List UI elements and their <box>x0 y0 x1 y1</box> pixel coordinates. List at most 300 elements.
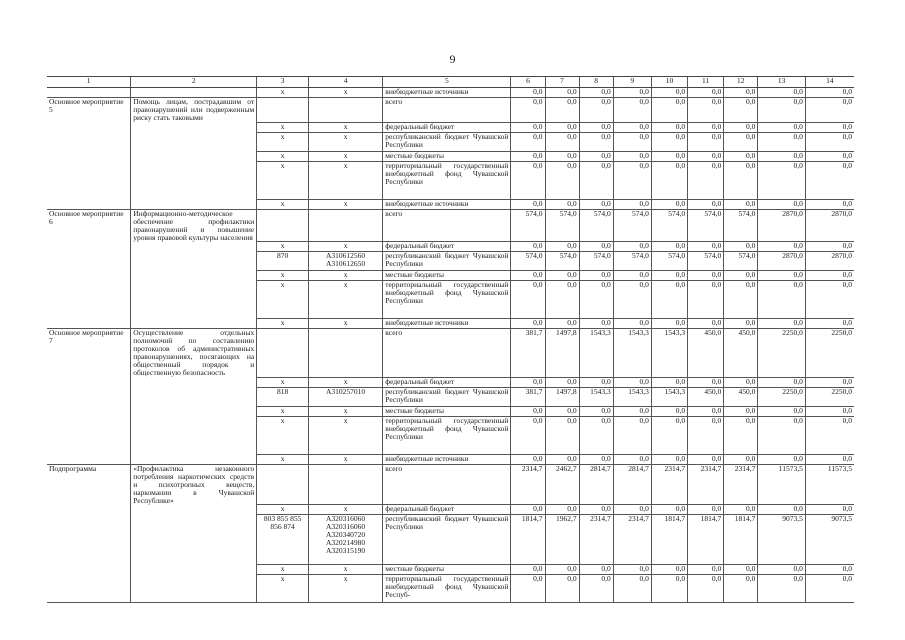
header-cell: 7 <box>545 77 579 88</box>
year-2014-cell: 0,0 <box>511 281 545 319</box>
year-2019-cell: 574,0 <box>688 252 724 271</box>
year-2026-2030-cell: 0,0 <box>805 151 854 161</box>
header-cell: 1 <box>47 77 131 88</box>
event-description-cell: Осуществление отдельных полномочий по составлению протоколов об административных правонарушениях, посягающих на общественный порядок и общественную безопасность <box>131 329 257 378</box>
year-2017-cell: 0,0 <box>613 406 651 416</box>
target-article-cell: А320316060 А320316060 А320340720 А320214980 А320315190 <box>308 515 382 565</box>
grbs-code-cell: x <box>257 122 309 132</box>
target-article-cell: x <box>308 122 382 132</box>
event-description-cell <box>131 387 257 406</box>
year-2016-cell: 1543,3 <box>579 387 613 406</box>
table-row <box>47 565 854 575</box>
event-name-cell <box>47 199 131 209</box>
year-2021-2025-cell: 0,0 <box>758 565 806 575</box>
header-cell: 4 <box>308 77 382 88</box>
event-description-cell <box>131 151 257 161</box>
year-2018-cell: 0,0 <box>651 98 687 123</box>
year-2014-cell: 0,0 <box>511 242 545 252</box>
header-cell: 3 <box>257 77 309 88</box>
target-article-cell: x <box>308 151 382 161</box>
year-2026-2030-cell: 0,0 <box>805 242 854 252</box>
event-description-cell <box>131 122 257 132</box>
event-description-cell <box>131 515 257 565</box>
year-2018-cell: 0,0 <box>651 281 687 319</box>
table-row <box>47 319 854 329</box>
grbs-code-cell: 803 855 855 856 874 <box>257 515 309 565</box>
target-article-cell: x <box>308 505 382 515</box>
event-description-cell <box>131 132 257 151</box>
header-cell: 11 <box>688 77 724 88</box>
event-name-cell <box>47 271 131 281</box>
year-2019-cell: 450,0 <box>688 329 724 378</box>
year-2016-cell: 0,0 <box>579 122 613 132</box>
funding-source-cell: территориальный государственный внебюджетный фонд Чувашской Республики <box>383 416 511 454</box>
year-2016-cell: 2814,7 <box>579 464 613 505</box>
year-2015-cell: 0,0 <box>545 161 579 199</box>
year-2026-2030-cell: 2870,0 <box>805 209 854 242</box>
year-2019-cell: 0,0 <box>688 406 724 416</box>
year-2021-2025-cell: 2870,0 <box>758 209 806 242</box>
year-2014-cell: 2314,7 <box>511 464 545 505</box>
header-cell: 9 <box>613 77 651 88</box>
year-2019-cell: 0,0 <box>688 132 724 151</box>
grbs-code-cell: x <box>257 416 309 454</box>
year-2014-cell: 381,7 <box>511 329 545 378</box>
funding-source-cell: местные бюджеты <box>383 271 511 281</box>
year-2014-cell: 381,7 <box>511 387 545 406</box>
year-2015-cell: 0,0 <box>545 416 579 454</box>
year-2017-cell: 0,0 <box>613 161 651 199</box>
year-2015-cell: 1962,7 <box>545 515 579 565</box>
table-row <box>47 377 854 387</box>
event-name-cell <box>47 281 131 319</box>
year-2017-cell: 1543,3 <box>613 387 651 406</box>
year-2014-cell: 0,0 <box>511 406 545 416</box>
year-2015-cell: 574,0 <box>545 252 579 271</box>
year-2026-2030-cell: 0,0 <box>805 199 854 209</box>
funding-source-cell: всего <box>383 98 511 123</box>
event-description-cell <box>131 454 257 464</box>
funding-source-cell: всего <box>383 329 511 378</box>
year-2019-cell: 0,0 <box>688 505 724 515</box>
year-2016-cell: 0,0 <box>579 505 613 515</box>
grbs-code-cell: x <box>257 454 309 464</box>
year-2018-cell: 574,0 <box>651 209 687 242</box>
year-2020-cell: 0,0 <box>724 565 758 575</box>
table-row <box>47 209 854 242</box>
year-2020-cell: 0,0 <box>724 271 758 281</box>
event-description-cell <box>131 161 257 199</box>
year-2014-cell: 0,0 <box>511 575 545 603</box>
funding-source-cell: республиканский бюджет Чувашской Республики <box>383 387 511 406</box>
grbs-code-cell: x <box>257 242 309 252</box>
year-2018-cell: 0,0 <box>651 132 687 151</box>
grbs-code-cell <box>257 98 309 123</box>
year-2019-cell: 0,0 <box>688 199 724 209</box>
year-2017-cell: 0,0 <box>613 199 651 209</box>
grbs-code-cell: x <box>257 281 309 319</box>
year-2017-cell: 0,0 <box>613 88 651 98</box>
year-2020-cell: 574,0 <box>724 209 758 242</box>
year-2015-cell: 0,0 <box>545 199 579 209</box>
year-2016-cell: 2314,7 <box>579 515 613 565</box>
year-2017-cell: 2314,7 <box>613 515 651 565</box>
year-2016-cell: 0,0 <box>579 88 613 98</box>
year-2020-cell: 0,0 <box>724 122 758 132</box>
year-2020-cell: 0,0 <box>724 151 758 161</box>
year-2026-2030-cell: 0,0 <box>805 377 854 387</box>
year-2026-2030-cell: 2870,0 <box>805 252 854 271</box>
year-2020-cell: 0,0 <box>724 406 758 416</box>
year-2017-cell: 0,0 <box>613 565 651 575</box>
year-2015-cell: 0,0 <box>545 132 579 151</box>
funding-source-cell: местные бюджеты <box>383 406 511 416</box>
year-2014-cell: 0,0 <box>511 377 545 387</box>
year-2020-cell: 0,0 <box>724 505 758 515</box>
grbs-code-cell <box>257 464 309 505</box>
grbs-code-cell: x <box>257 505 309 515</box>
target-article-cell <box>308 98 382 123</box>
event-name-cell <box>47 122 131 132</box>
event-name-cell <box>47 565 131 575</box>
year-2019-cell: 0,0 <box>688 416 724 454</box>
target-article-cell: x <box>308 319 382 329</box>
funding-source-cell: федеральный бюджет <box>383 377 511 387</box>
event-description-cell <box>131 377 257 387</box>
grbs-code-cell <box>257 329 309 378</box>
year-2015-cell: 0,0 <box>545 271 579 281</box>
target-article-cell: x <box>308 416 382 454</box>
funding-source-cell: федеральный бюджет <box>383 505 511 515</box>
year-2016-cell: 0,0 <box>579 132 613 151</box>
year-2015-cell: 1497,8 <box>545 329 579 378</box>
year-2026-2030-cell: 11573,5 <box>805 464 854 505</box>
year-2015-cell: 0,0 <box>545 377 579 387</box>
funding-source-cell: территориальный государственный внебюджетный фонд Чувашской Респуб- <box>383 575 511 603</box>
grbs-code-cell: x <box>257 575 309 603</box>
year-2018-cell: 0,0 <box>651 199 687 209</box>
year-2020-cell: 0,0 <box>724 416 758 454</box>
year-2019-cell: 0,0 <box>688 319 724 329</box>
year-2019-cell: 0,0 <box>688 575 724 603</box>
year-2015-cell: 0,0 <box>545 575 579 603</box>
funding-source-cell: внебюджетные источники <box>383 319 511 329</box>
grbs-code-cell <box>257 209 309 242</box>
grbs-code-cell: x <box>257 132 309 151</box>
event-name-cell <box>47 252 131 271</box>
year-2014-cell: 0,0 <box>511 319 545 329</box>
year-2015-cell: 574,0 <box>545 209 579 242</box>
header-cell: 10 <box>651 77 687 88</box>
year-2019-cell: 450,0 <box>688 387 724 406</box>
year-2020-cell: 450,0 <box>724 329 758 378</box>
year-2021-2025-cell: 2870,0 <box>758 252 806 271</box>
year-2016-cell: 0,0 <box>579 319 613 329</box>
table-row <box>47 132 854 151</box>
year-2020-cell: 0,0 <box>724 88 758 98</box>
event-name-cell: Основное мероприятие 5 <box>49 97 124 114</box>
year-2015-cell: 0,0 <box>545 281 579 319</box>
year-2021-2025-cell: 9073,5 <box>758 515 806 565</box>
funding-source-cell: внебюджетные источники <box>383 88 511 98</box>
grbs-code-cell: x <box>257 161 309 199</box>
grbs-code-cell: x <box>257 406 309 416</box>
table-row <box>47 387 854 406</box>
funding-source-cell: республиканский бюджет Чувашской Республики <box>383 252 511 271</box>
event-name-cell <box>47 454 131 464</box>
event-description-cell <box>131 199 257 209</box>
year-2015-cell: 0,0 <box>545 565 579 575</box>
table-row <box>47 122 854 132</box>
target-article-cell: А310612560 А310612650 <box>308 252 382 271</box>
year-2020-cell: 0,0 <box>724 98 758 123</box>
year-2020-cell: 0,0 <box>724 161 758 199</box>
year-2015-cell: 0,0 <box>545 151 579 161</box>
year-2017-cell: 0,0 <box>613 98 651 123</box>
year-2021-2025-cell: 0,0 <box>758 281 806 319</box>
year-2018-cell: 0,0 <box>651 88 687 98</box>
year-2017-cell: 0,0 <box>613 271 651 281</box>
year-2018-cell: 1543,3 <box>651 387 687 406</box>
year-2015-cell: 0,0 <box>545 454 579 464</box>
table-row <box>47 271 854 281</box>
year-2018-cell: 1814,7 <box>651 515 687 565</box>
event-description-cell: Информационно-методическое обеспечение профилактики правонарушений и повышение уровня правовой культуры населения <box>131 209 257 242</box>
year-2015-cell: 0,0 <box>545 319 579 329</box>
year-2021-2025-cell: 0,0 <box>758 161 806 199</box>
year-2026-2030-cell: 0,0 <box>805 122 854 132</box>
funding-source-cell: территориальный государственный внебюджетный фонд Чувашской Республики <box>383 161 511 199</box>
year-2018-cell: 1543,3 <box>651 329 687 378</box>
event-description-cell <box>131 416 257 454</box>
funding-source-cell: республиканский бюджет Чувашской Республики <box>383 515 511 565</box>
year-2016-cell: 0,0 <box>579 271 613 281</box>
year-2016-cell: 0,0 <box>579 406 613 416</box>
year-2016-cell: 0,0 <box>579 151 613 161</box>
year-2026-2030-cell: 0,0 <box>805 271 854 281</box>
year-2018-cell: 0,0 <box>651 454 687 464</box>
year-2021-2025-cell: 11573,5 <box>758 464 806 505</box>
year-2021-2025-cell: 0,0 <box>758 454 806 464</box>
year-2021-2025-cell: 0,0 <box>758 88 806 98</box>
funding-source-cell: республиканский бюджет Чувашской Республики <box>383 132 511 151</box>
year-2017-cell: 0,0 <box>613 122 651 132</box>
year-2016-cell: 1543,3 <box>579 329 613 378</box>
grbs-code-cell: x <box>257 88 309 98</box>
year-2014-cell: 0,0 <box>511 132 545 151</box>
table-row <box>47 252 854 271</box>
grbs-code-cell: x <box>257 271 309 281</box>
header-cell: 6 <box>511 77 545 88</box>
year-2015-cell: 0,0 <box>545 505 579 515</box>
year-2019-cell: 0,0 <box>688 454 724 464</box>
year-2019-cell: 2314,7 <box>688 464 724 505</box>
year-2018-cell: 0,0 <box>651 242 687 252</box>
event-description-cell: «Профилактика незаконного потребления наркотических средств и психотропных веществ, наркомании в Чувашской Республике» <box>131 464 257 505</box>
funding-source-cell: всего <box>383 209 511 242</box>
table-row <box>47 575 854 603</box>
year-2017-cell: 0,0 <box>613 319 651 329</box>
funding-source-cell: местные бюджеты <box>383 565 511 575</box>
year-2017-cell: 0,0 <box>613 454 651 464</box>
year-2026-2030-cell: 0,0 <box>805 88 854 98</box>
year-2019-cell: 0,0 <box>688 161 724 199</box>
event-name-cell <box>47 242 131 252</box>
year-2021-2025-cell: 0,0 <box>758 575 806 603</box>
year-2018-cell: 0,0 <box>651 575 687 603</box>
event-name-cell: Подпрограмма <box>49 464 97 473</box>
table-row <box>47 406 854 416</box>
year-2014-cell: 0,0 <box>511 454 545 464</box>
event-description-cell <box>131 281 257 319</box>
target-article-cell: x <box>308 199 382 209</box>
budget-table <box>47 76 854 603</box>
event-description-cell <box>131 242 257 252</box>
target-article-cell: x <box>308 281 382 319</box>
year-2018-cell: 574,0 <box>651 252 687 271</box>
year-2014-cell: 574,0 <box>511 252 545 271</box>
year-2014-cell: 0,0 <box>511 416 545 454</box>
year-2026-2030-cell: 0,0 <box>805 575 854 603</box>
grbs-code-cell: x <box>257 319 309 329</box>
year-2026-2030-cell: 9073,5 <box>805 515 854 565</box>
year-2018-cell: 0,0 <box>651 565 687 575</box>
event-name-cell <box>47 377 131 387</box>
year-2017-cell: 0,0 <box>613 281 651 319</box>
year-2021-2025-cell: 0,0 <box>758 242 806 252</box>
funding-source-cell: федеральный бюджет <box>383 242 511 252</box>
year-2018-cell: 0,0 <box>651 377 687 387</box>
grbs-code-cell: x <box>257 199 309 209</box>
table-row <box>47 98 854 123</box>
target-article-cell: x <box>308 88 382 98</box>
year-2015-cell: 1497,8 <box>545 387 579 406</box>
year-2018-cell: 0,0 <box>651 161 687 199</box>
year-2020-cell: 0,0 <box>724 377 758 387</box>
target-article-cell: x <box>308 377 382 387</box>
year-2018-cell: 2314,7 <box>651 464 687 505</box>
year-2017-cell: 0,0 <box>613 416 651 454</box>
event-name-cell <box>47 88 131 98</box>
grbs-code-cell: x <box>257 151 309 161</box>
target-article-cell: x <box>308 132 382 151</box>
year-2026-2030-cell: 0,0 <box>805 565 854 575</box>
year-2021-2025-cell: 0,0 <box>758 377 806 387</box>
year-2014-cell: 0,0 <box>511 505 545 515</box>
year-2021-2025-cell: 0,0 <box>758 151 806 161</box>
year-2018-cell: 0,0 <box>651 505 687 515</box>
year-2014-cell: 0,0 <box>511 88 545 98</box>
year-2021-2025-cell: 0,0 <box>758 199 806 209</box>
year-2014-cell: 0,0 <box>511 199 545 209</box>
header-cell: 2 <box>131 77 257 88</box>
table-row <box>47 515 854 565</box>
year-2020-cell: 450,0 <box>724 387 758 406</box>
year-2016-cell: 0,0 <box>579 199 613 209</box>
year-2020-cell: 0,0 <box>724 132 758 151</box>
table-row <box>47 88 854 98</box>
header-cell: 5 <box>383 77 511 88</box>
year-2016-cell: 0,0 <box>579 377 613 387</box>
event-name-cell: Основное мероприятие 7 <box>49 328 124 345</box>
target-article-cell <box>308 464 382 505</box>
year-2017-cell: 0,0 <box>613 505 651 515</box>
year-2014-cell: 0,0 <box>511 565 545 575</box>
funding-source-cell: внебюджетные источники <box>383 454 511 464</box>
year-2018-cell: 0,0 <box>651 271 687 281</box>
table-row <box>47 454 854 464</box>
table-row <box>47 281 854 319</box>
year-2019-cell: 1814,7 <box>688 515 724 565</box>
target-article-cell: x <box>308 242 382 252</box>
event-description-cell <box>131 565 257 575</box>
year-2021-2025-cell: 0,0 <box>758 271 806 281</box>
year-2021-2025-cell: 0,0 <box>758 416 806 454</box>
year-2017-cell: 574,0 <box>613 209 651 242</box>
year-2026-2030-cell: 0,0 <box>805 281 854 319</box>
header-cell: 14 <box>805 77 854 88</box>
year-2017-cell: 0,0 <box>613 242 651 252</box>
page-number: 9 <box>449 52 456 66</box>
year-2026-2030-cell: 0,0 <box>805 161 854 199</box>
year-2021-2025-cell: 2250,0 <box>758 387 806 406</box>
funding-source-cell: местные бюджеты <box>383 151 511 161</box>
year-2017-cell: 1543,3 <box>613 329 651 378</box>
year-2019-cell: 0,0 <box>688 98 724 123</box>
table-row <box>47 161 854 199</box>
year-2020-cell: 2314,7 <box>724 464 758 505</box>
year-2018-cell: 0,0 <box>651 319 687 329</box>
event-name-cell <box>47 515 131 565</box>
year-2019-cell: 0,0 <box>688 122 724 132</box>
header-row <box>47 77 854 88</box>
year-2017-cell: 0,0 <box>613 377 651 387</box>
year-2015-cell: 0,0 <box>545 242 579 252</box>
year-2018-cell: 0,0 <box>651 151 687 161</box>
year-2015-cell: 0,0 <box>545 122 579 132</box>
year-2020-cell: 574,0 <box>724 252 758 271</box>
event-description-cell <box>131 406 257 416</box>
year-2020-cell: 1814,7 <box>724 515 758 565</box>
year-2016-cell: 0,0 <box>579 98 613 123</box>
target-article-cell: А310257010 <box>308 387 382 406</box>
event-name-cell <box>47 416 131 454</box>
event-name-cell <box>47 132 131 151</box>
table-row <box>47 199 854 209</box>
event-name-cell <box>47 151 131 161</box>
year-2017-cell: 2814,7 <box>613 464 651 505</box>
year-2017-cell: 0,0 <box>613 575 651 603</box>
year-2015-cell: 2462,7 <box>545 464 579 505</box>
year-2017-cell: 574,0 <box>613 252 651 271</box>
event-name-cell <box>47 161 131 199</box>
target-article-cell: x <box>308 406 382 416</box>
table-row <box>47 329 854 378</box>
year-2016-cell: 0,0 <box>579 565 613 575</box>
year-2021-2025-cell: 0,0 <box>758 132 806 151</box>
table-row <box>47 505 854 515</box>
year-2020-cell: 0,0 <box>724 454 758 464</box>
year-2019-cell: 0,0 <box>688 271 724 281</box>
target-article-cell: x <box>308 161 382 199</box>
event-description-cell <box>131 319 257 329</box>
year-2019-cell: 574,0 <box>688 209 724 242</box>
event-name-cell <box>47 319 131 329</box>
funding-source-cell: внебюджетные источники <box>383 199 511 209</box>
year-2026-2030-cell: 0,0 <box>805 454 854 464</box>
target-article-cell: x <box>308 454 382 464</box>
header-cell: 13 <box>758 77 806 88</box>
